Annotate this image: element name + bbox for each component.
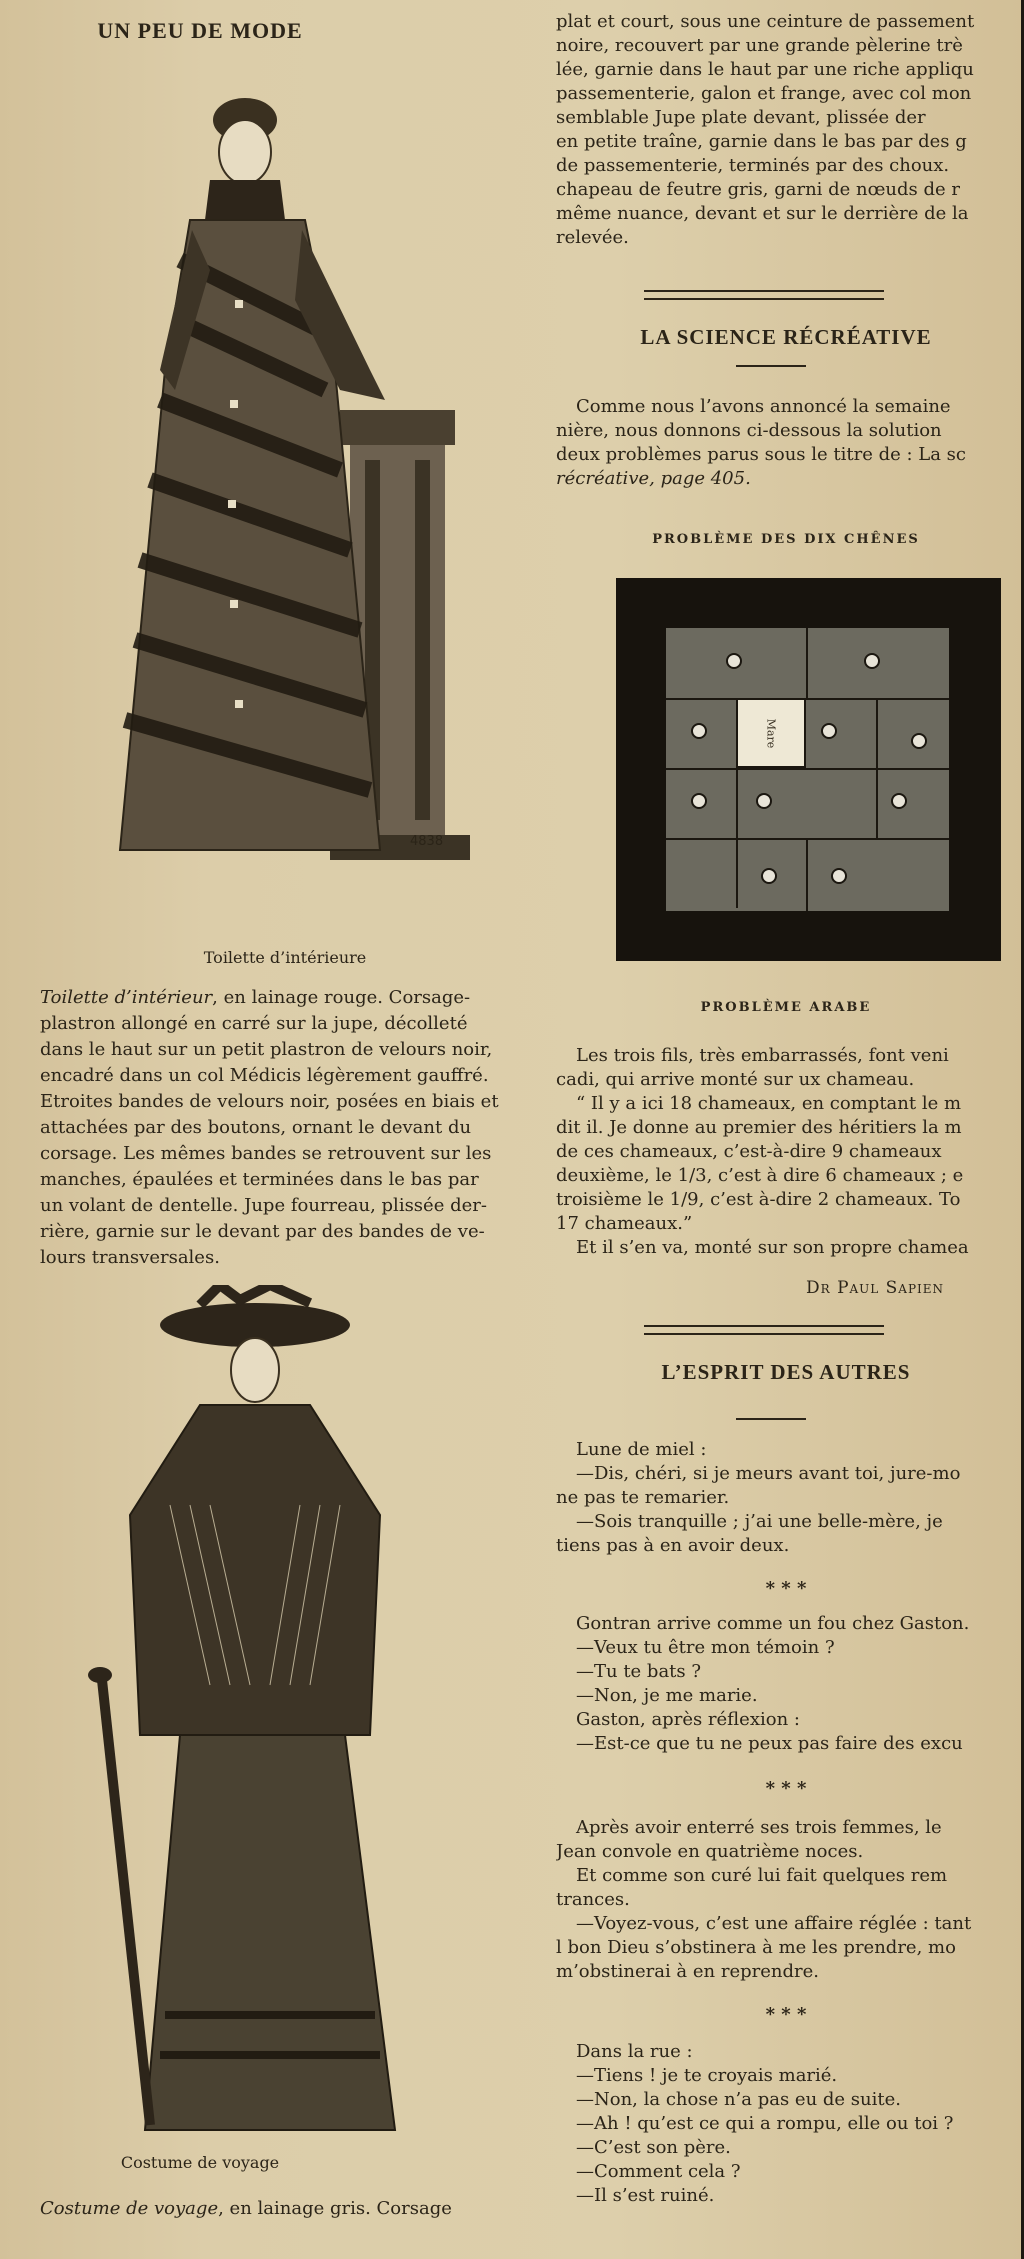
section-divider: [644, 1325, 884, 1335]
text-line: noire, recouvert par une grande pèlerine trè: [556, 35, 963, 56]
text-line: —C’est son père.: [576, 2137, 731, 2158]
section-divider: [644, 290, 884, 300]
dress-illustration-1: [80, 70, 510, 930]
text-line: —Tu te bats ?: [576, 1661, 702, 1682]
joke-block-2: [576, 1612, 969, 1756]
left-column: [30, 0, 540, 2259]
voyage-italic: Costume de voyage: [40, 2198, 219, 2219]
para1-line: attachées par des boutons, ornant le devant du: [40, 1117, 472, 1138]
para1-line: rière, garnie sur le devant par des bandes de ve-: [40, 1221, 485, 1242]
mode-title: UN PEU DE MODE: [97, 18, 303, 43]
text-line: Et il s’en va, monté sur son propre chamea: [576, 1237, 969, 1258]
para1-line: plastron allongé en carré sur la jupe, décolleté: [40, 1013, 468, 1034]
text-line: —Ah ! qu’est ce qui a rompu, elle ou toi ?: [576, 2113, 954, 2134]
problem1-title: PROBLÈME DES DIX CHÊNES: [652, 532, 920, 547]
toilette-italic: Toilette d’intérieur: [40, 987, 213, 1008]
stars-separator: * * *: [765, 2004, 807, 2025]
mare-pond: [736, 698, 806, 768]
oak-icon: [891, 793, 907, 809]
text-line: —Voyez-vous, c’est une affaire réglée : tant: [576, 1913, 972, 1934]
signature: Dr Paul Sapien: [806, 1278, 945, 1298]
text-line: —Sois tranquille ; j’ai une belle-mère, je: [576, 1511, 943, 1532]
stars-separator: * * *: [765, 1778, 807, 1799]
text-line: nière, nous donnons ci-dessous la solution: [556, 420, 942, 441]
text-line: même nuance, devant et sur le derrière de la: [556, 203, 969, 224]
text-line: plat et court, sous une ceinture de passement: [556, 11, 975, 32]
esprit-title: L’ESPRIT DES AUTRES: [661, 1360, 911, 1384]
text-line: —Il s’est ruiné.: [576, 2185, 715, 2206]
para1-line: corsage. Les mêmes bandes se retrouvent sur les: [40, 1143, 492, 1164]
oak-icon: [831, 868, 847, 884]
oak-icon: [691, 723, 707, 739]
figure1-caption: Toilette d’intérieure: [203, 948, 367, 967]
dress-illustration-2: [80, 1285, 500, 2145]
para1-line: encadré dans un col Médicis légèrement gauffré.: [40, 1065, 489, 1086]
text-line: récréative, page 405.: [556, 468, 751, 489]
joke-block-4: [576, 2040, 953, 2208]
text-line: ne pas te remarier.: [556, 1487, 730, 1508]
oak-icon: [761, 868, 777, 884]
problem2-title: PROBLÈME ARABE: [700, 1000, 872, 1015]
right-column: [556, 0, 1024, 2259]
ten-oaks-diagram: [616, 578, 1001, 961]
text-line: Lune de miel :: [576, 1439, 707, 1460]
text-line: —Tiens ! je te croyais marié.: [576, 2065, 838, 2086]
title-underline: [736, 1418, 806, 1420]
text-line: —Est-ce que tu ne peux pas faire des excu: [576, 1733, 963, 1754]
stars-separator: * * *: [765, 1578, 807, 1599]
text-line: lée, garnie dans le haut par une riche appliqu: [556, 59, 974, 80]
text-line: 17 chameaux.”: [556, 1213, 693, 1234]
diagram-field: [666, 628, 949, 911]
para1-line: , en lainage rouge. Corsage-: [212, 987, 471, 1008]
text-line: —Non, je me marie.: [576, 1685, 758, 1706]
oak-icon: [726, 653, 742, 669]
text-line: —Veux tu être mon témoin ?: [576, 1637, 835, 1658]
text-line: Jean convole en quatrième noces.: [556, 1841, 864, 1862]
text-line: chapeau de feutre gris, garni de nœuds de r: [556, 179, 960, 200]
para1-line: manches, épaulées et terminées dans le bas par: [40, 1169, 479, 1190]
text-line: troisième le 1/9, c’est à-dire 2 chameaux. To: [556, 1189, 961, 1210]
text-line: —Non, la chose n’a pas eu de suite.: [576, 2089, 901, 2110]
title-underline: [736, 365, 806, 367]
text-line: Après avoir enterré ses trois femmes, le: [576, 1817, 942, 1838]
text-line: deux problèmes parus sous le titre de : La sc: [556, 444, 966, 465]
text-line: passementerie, galon et frange, avec col mon: [556, 83, 972, 104]
oak-icon: [691, 793, 707, 809]
text-line: semblable Jupe plate devant, plissée der: [556, 107, 926, 128]
text-line: tiens pas à en avoir deux.: [556, 1535, 790, 1556]
text-line: dit il. Je donne au premier des héritiers la m: [556, 1117, 962, 1138]
science-title: LA SCIENCE RÉCRÉATIVE: [640, 325, 932, 349]
text-line: —Comment cela ?: [576, 2161, 741, 2182]
text-line: de passementerie, terminés par des choux.: [556, 155, 950, 176]
text-line: de ces chameaux, c’est-à-dire 9 chameaux: [556, 1141, 942, 1162]
text-line: cadi, qui arrive monté sur ux chameau.: [556, 1069, 915, 1090]
arabe-text: [556, 1044, 969, 1260]
para1-line: un volant de dentelle. Jupe fourreau, plissée der-: [40, 1195, 487, 1216]
text-line: —Dis, chéri, si je meurs avant toi, jure-mo: [576, 1463, 961, 1484]
figure-number: 4838: [410, 834, 444, 849]
text-line: trances.: [556, 1889, 630, 1910]
continued-text: [556, 10, 974, 250]
oak-icon: [756, 793, 772, 809]
text-line: Et comme son curé lui fait quelques rem: [576, 1865, 948, 1886]
text-line: Dans la rue :: [576, 2041, 693, 2062]
figure2-caption: Costume de voyage: [120, 2153, 280, 2172]
para1-line: dans le haut sur un petit plastron de velours noir,: [40, 1039, 493, 1060]
oak-icon: [821, 723, 837, 739]
text-line: Gaston, après réflexion :: [576, 1709, 800, 1730]
para2-line: , en lainage gris. Corsage: [218, 2198, 452, 2219]
joke-block-3: [556, 1816, 971, 1984]
para1-line: lours transversales.: [40, 1247, 220, 1268]
joke-block-1: [556, 1438, 961, 1558]
text-line: “ Il y a ici 18 chameaux, en comptant le m: [576, 1093, 962, 1114]
text-line: relevée.: [556, 227, 629, 248]
voyage-paragraph: [40, 2196, 540, 2222]
toilette-paragraph: [40, 985, 540, 1271]
text-line: Comme nous l’avons annoncé la semaine: [576, 396, 951, 417]
text-line: Gontran arrive comme un fou chez Gaston.: [576, 1613, 970, 1634]
para1-line: Etroites bandes de velours noir, posées en biais et: [40, 1091, 499, 1112]
text-line: deuxième, le 1/3, c’est à dire 6 chameaux ; e: [556, 1165, 964, 1186]
science-intro: [556, 395, 966, 491]
text-line: l bon Dieu s’obstinera à me les prendre, mo: [556, 1937, 956, 1958]
text-line: m’obstinerai à en reprendre.: [556, 1961, 819, 1982]
oak-icon: [911, 733, 927, 749]
oak-icon: [864, 653, 880, 669]
text-line: Les trois fils, très embarrassés, font veni: [576, 1045, 949, 1066]
text-line: en petite traîne, garnie dans le bas par des g: [556, 131, 967, 152]
mare-label: Mare: [764, 718, 778, 748]
